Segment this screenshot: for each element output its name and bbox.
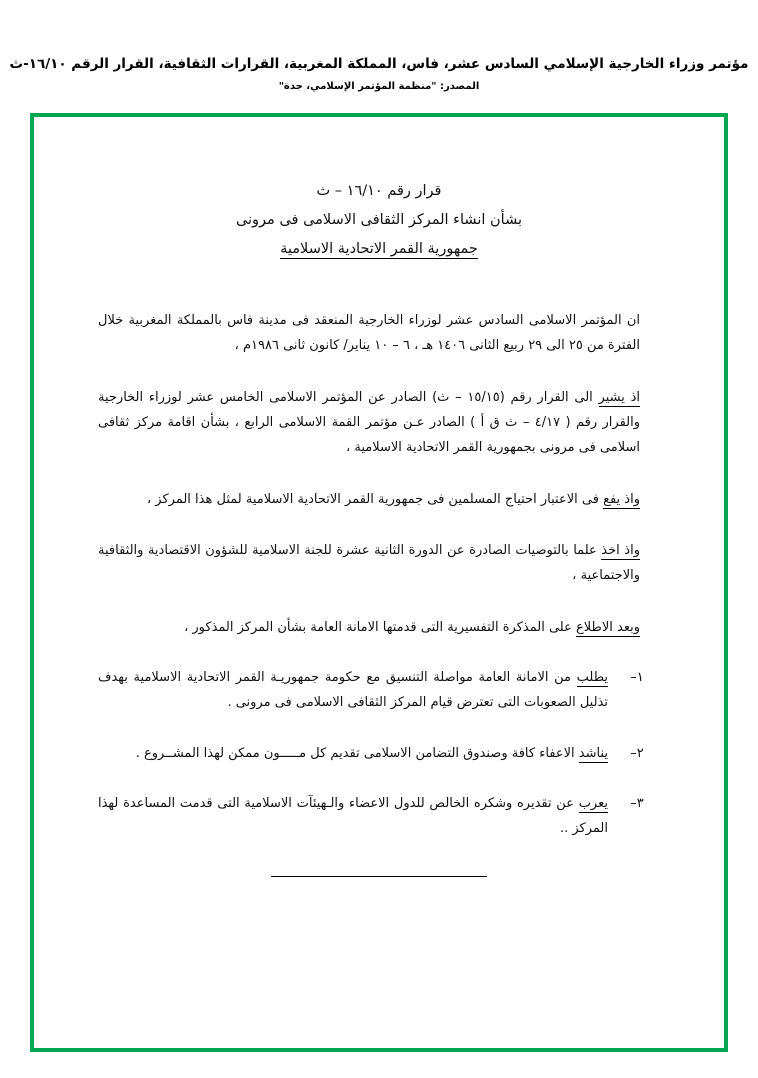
preamble-paragraph-3 <box>92 487 666 512</box>
clause-2-text: الاعفاء كافة وصندوق التضامن الاسلامى تقديم كل مـــــون ممكن لهذا المشــروع . <box>135 745 575 761</box>
preamble-lead-3: واذ يفع <box>603 491 640 507</box>
preamble-paragraph-2 <box>92 385 666 461</box>
preamble-lead-4: واذ اخذ <box>601 543 640 559</box>
resolution-subject-underline: جمهورية القمر الاتحادية الاسلامية <box>280 241 478 257</box>
preamble-text-3: فى الاعتبار احتياج المسلمين فى جمهورية القمر الاتحادية الاسلامية لمثل هذا المركز ، <box>146 491 599 507</box>
clause-1 <box>92 665 666 716</box>
clause-3-text: عن تقديره وشكره الخالص للدول الاعضاء والـهيئآت الاسلامية التى قدمت المساعدة لهذا المركز .. <box>98 796 608 837</box>
preamble-lead-2: اذ يشير <box>598 389 640 405</box>
document-page <box>34 117 724 1048</box>
clause-3-number: ٣– <box>630 796 644 812</box>
clause-1-text: من الامانة العامة مواصلة التنسيق مع حكومة جمهوريـة القمر الاتحادية الاسلامية بهدف تذليل الصعوبات التى تعترض قيام المركز الثقافى الاسلامى فى مرونى . <box>98 670 608 711</box>
preamble-text-2: الى القرار رقم (١٥/١٥ – ث) الصادر عن المؤتمر الاسلامى الخامس عشر لوزراء الخارجية والقرار رقم ( ٤/١٧ – ث ق أ ) الصادر عـن مؤتمر القمة الاسلامى الرابع ، بشأن اقامة مركز ثقافى اسلامى فى مرونى بجمهورية القمر الاتحادية الاسلامية ، <box>98 389 640 456</box>
clause-2-lead: يناشد <box>578 745 608 761</box>
document-frame <box>30 113 728 1052</box>
clause-1-number: ١– <box>630 670 644 686</box>
document-header <box>0 56 758 92</box>
clause-2-body <box>92 741 608 766</box>
resolution-number: قرار رقم ١٦/١٠ – ث <box>316 183 442 199</box>
resolution-subject-line-1: بشأن انشاء المركز الثقافى الاسلامى فى مرونى <box>235 212 523 228</box>
preamble-text-4: علما بالتوصيات الصادرة عن الدورة الثانية عشرة للجنة الاسلامية للشؤون الاقتصادية والثقافية والاجتماعية ، <box>98 543 640 584</box>
clause-1-body <box>92 665 608 716</box>
clause-2-number: ٢– <box>630 745 644 761</box>
preamble-lead-5: وبعد الاطلاع <box>575 619 640 635</box>
preamble-text-5: على المذكرة التفسيرية التى قدمتها الامانة العامة بشأن المركز المذكور ، <box>184 619 572 635</box>
preamble-paragraph-4 <box>92 538 666 589</box>
preamble-paragraph-1 <box>92 308 666 359</box>
clause-3-lead: يعرب <box>578 796 608 812</box>
clause-3 <box>92 791 666 842</box>
clause-1-lead: يطلب <box>576 670 608 686</box>
resolution-title-block <box>92 177 666 264</box>
preamble-paragraph-5 <box>92 615 666 640</box>
preamble-text-1: ان المؤتمر الاسلامى السادس عشر لوزراء الخارجية المنعقد فى مدينة فاس بالمملكة المغربية خلال الفترة من ٢٥ الى ٢٩ ربيع الثانى ١٤٠٦ هـ ، ٦ – ١٠ يناير/ كانون ثانى ١٩٨٦م ، <box>98 313 640 354</box>
clause-2 <box>92 741 666 766</box>
source-note: المصدر: "منظمة المؤتمر الإسلامي، جدة" <box>278 80 480 92</box>
clause-3-body <box>92 791 608 842</box>
resolution-subject-line-2 <box>92 235 666 264</box>
end-of-document-rule <box>271 876 487 877</box>
conference-title: مؤتمر وزراء الخارجية الإسلامي السادس عشر، فاس، المملكة المغربية، القرارات الثقافية، القرار الرقم ١٦/١٠-ث <box>9 56 749 72</box>
